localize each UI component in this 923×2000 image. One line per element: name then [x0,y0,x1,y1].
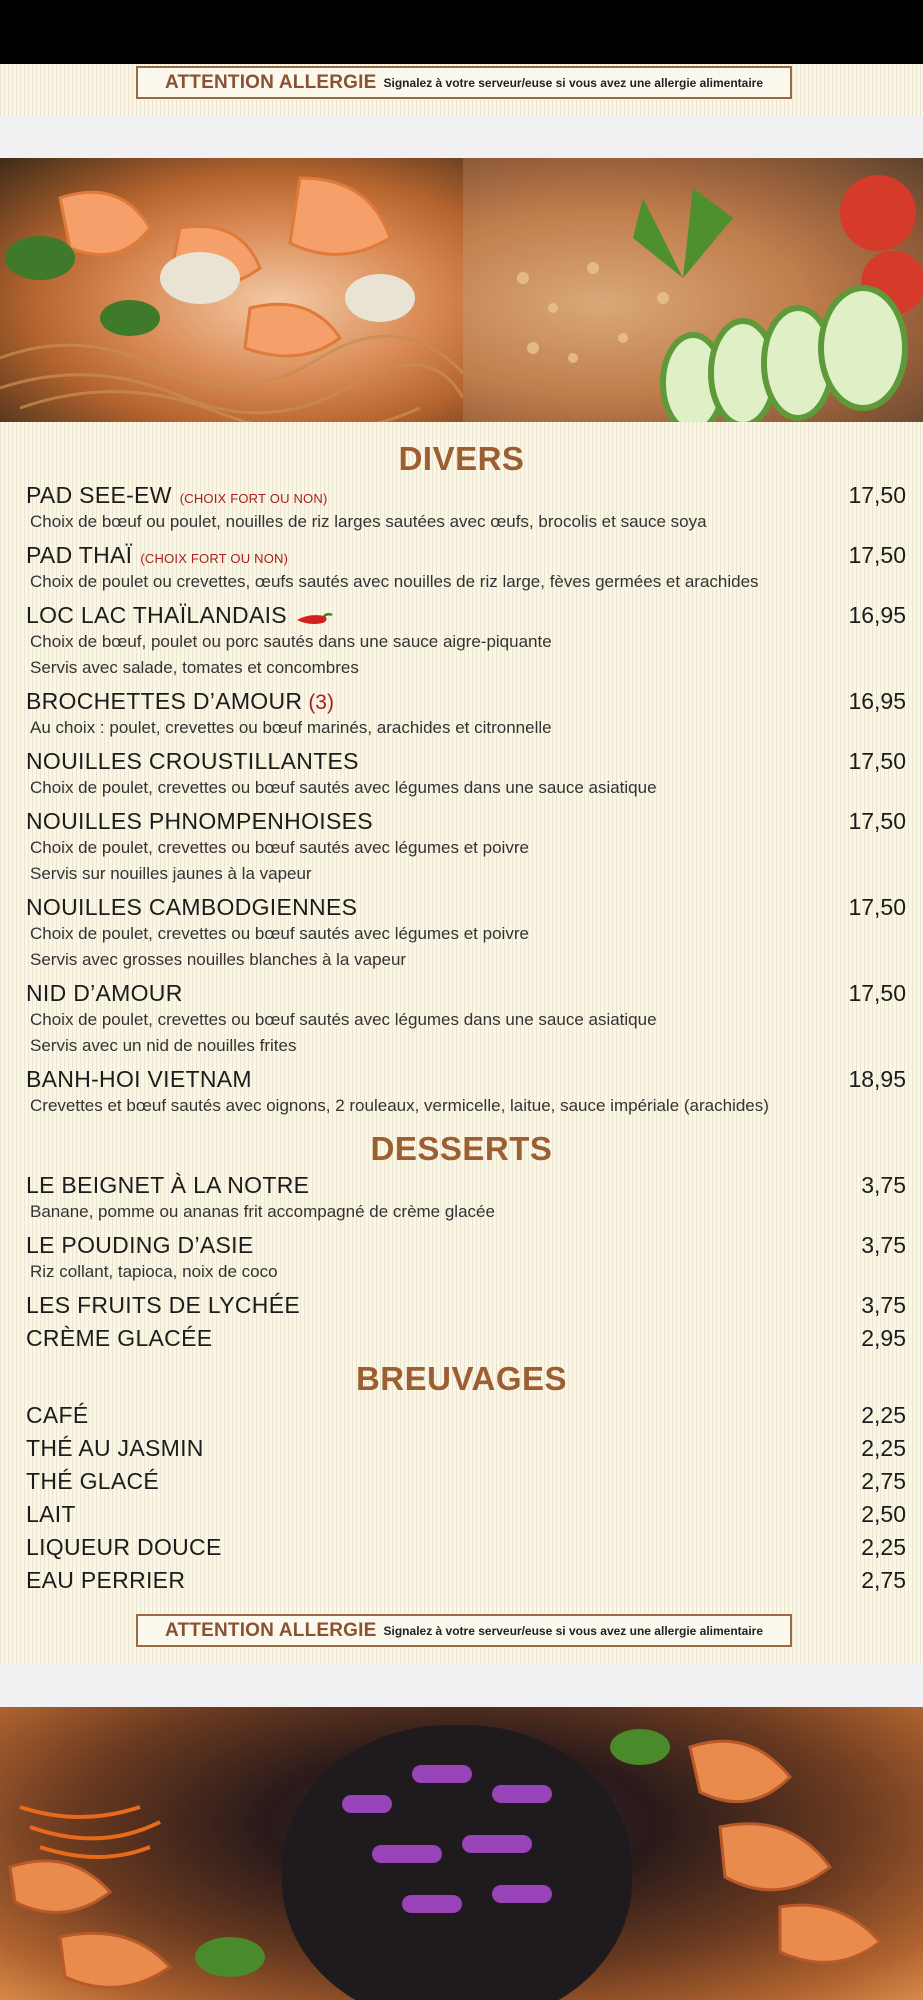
page-gap [0,1663,923,1707]
item-description: Choix de poulet ou crevettes, œufs sautés avec nouilles de riz large, fèves germées et arachides [30,572,759,591]
allergy-text: Signalez à votre serveur/euse si vous avez une allergie alimentaire [383,75,764,90]
item-description: Crevettes et bœuf sautés avec oignons, 2 rouleaux, vermicelle, laitue, sauce impériale (arachides) [30,1096,769,1115]
menu-item [26,1402,906,1429]
menu-item [26,1232,906,1285]
item-note: (CHOIX FORT OU NON) [140,551,289,566]
fried-rice-photo [463,158,923,422]
item-note: (CHOIX FORT OU NON) [179,491,328,506]
item-description: Choix de bœuf, poulet ou porc sautés dans une sauce aigre-piquante [30,632,552,651]
item-name: PAD THAÏ [26,542,133,568]
chili-pepper-icon [295,612,333,626]
section-title-breuvages: BREUVAGES [355,1360,568,1397]
menu-item [26,1172,906,1225]
menu-item [26,980,906,1059]
item-description: Riz collant, tapioca, noix de coco [30,1262,278,1281]
item-name: LAIT [26,1501,76,1527]
item-description: Servis avec un nid de nouilles frites [30,1036,297,1055]
menu-item [26,602,906,681]
item-price: 2,75 [861,1468,906,1494]
item-name: LOC LAC THAÏLANDAIS [26,602,287,628]
shrimp-dish-photo [0,158,463,422]
item-price: 3,75 [861,1292,906,1318]
item-name: LE POUDING D’ASIE [26,1232,254,1258]
menu-item [26,748,906,801]
item-description: Choix de bœuf ou poulet, nouilles de riz larges sautées avec œufs, brocolis et sauce soya [30,512,707,531]
menu-item [26,808,906,887]
menu-item [26,1468,906,1495]
allergy-text: Signalez à votre serveur/euse si vous avez une allergie alimentaire [383,1623,764,1638]
item-price: 16,95 [848,688,906,714]
menu-item [26,1501,906,1528]
menu-item [26,1292,906,1319]
menu-item [26,688,906,741]
menu-item [26,1534,906,1561]
item-name: LES FRUITS DE LYCHÉE [26,1292,300,1318]
item-description: Choix de poulet, crevettes ou bœuf sautés avec légumes et poivre [30,924,529,943]
item-price: 17,50 [848,980,906,1006]
item-name: BANH-HOI VIETNAM [26,1066,252,1092]
menu-item [26,482,906,535]
item-name: NOUILLES CROUSTILLANTES [26,748,359,774]
grill-dish-photo [0,1707,923,2000]
status-bar [0,0,923,64]
section-title-divers: DIVERS [398,440,525,477]
item-name: CRÈME GLACÉE [26,1325,213,1351]
item-description: Servis sur nouilles jaunes à la vapeur [30,864,312,883]
page-gap [0,116,923,158]
item-description: Au choix : poulet, crevettes ou bœuf marinés, arachides et citronnelle [30,718,552,737]
photo-row [0,158,923,422]
item-price: 2,25 [861,1534,906,1560]
item-price: 2,95 [861,1325,906,1351]
item-name: NOUILLES PHNOMPENHOISES [26,808,373,834]
menu-item [26,894,906,973]
item-price: 17,50 [848,482,906,508]
item-price: 17,50 [848,542,906,568]
item-name: PAD SEE-EW [26,482,172,508]
item-name: NOUILLES CAMBODGIENNES [26,894,358,920]
allergy-title: ATTENTION ALLERGIE [164,71,377,93]
item-price: 18,95 [848,1066,906,1092]
item-name: NID D’AMOUR [26,980,183,1006]
item-quantity: (3) [308,691,334,714]
item-price: 2,25 [861,1435,906,1461]
menu-panel [0,422,923,1663]
section-title-desserts: DESSERTS [370,1130,553,1167]
item-price: 17,50 [848,808,906,834]
menu-item [26,1325,906,1352]
item-price: 17,50 [848,748,906,774]
item-name: CAFÉ [26,1402,89,1428]
item-price: 2,50 [861,1501,906,1527]
item-description: Choix de poulet, crevettes ou bœuf sautés avec légumes et poivre [30,838,529,857]
item-description: Servis avec grosses nouilles blanches à la vapeur [30,950,407,969]
menu-item [26,1435,906,1462]
item-price: 3,75 [861,1232,906,1258]
allergy-banner-panel-top [0,64,923,116]
item-name: THÉ AU JASMIN [26,1435,204,1461]
item-price: 2,25 [861,1402,906,1428]
allergy-banner [136,66,792,99]
item-description: Choix de poulet, crevettes ou bœuf sautés avec légumes dans une sauce asiatique [30,1010,657,1029]
item-name: LE BEIGNET À LA NOTRE [26,1172,310,1198]
item-description: Choix de poulet, crevettes ou bœuf sautés avec légumes dans une sauce asiatique [30,778,657,797]
item-price: 17,50 [848,894,906,920]
item-name: BROCHETTES D’AMOUR [26,688,303,714]
item-price: 2,75 [861,1567,906,1593]
item-name: LIQUEUR DOUCE [26,1534,222,1560]
item-description: Banane, pomme ou ananas frit accompagné de crème glacée [30,1202,495,1221]
item-price: 16,95 [848,602,906,628]
allergy-banner [136,1614,792,1647]
menu-item [26,1567,906,1594]
item-price: 3,75 [861,1172,906,1198]
menu-item [26,542,906,595]
item-name: EAU PERRIER [26,1567,186,1593]
item-name: THÉ GLACÉ [26,1468,160,1494]
allergy-title: ATTENTION ALLERGIE [164,1619,377,1641]
item-description: Servis avec salade, tomates et concombres [30,658,359,677]
menu-item [26,1066,906,1119]
